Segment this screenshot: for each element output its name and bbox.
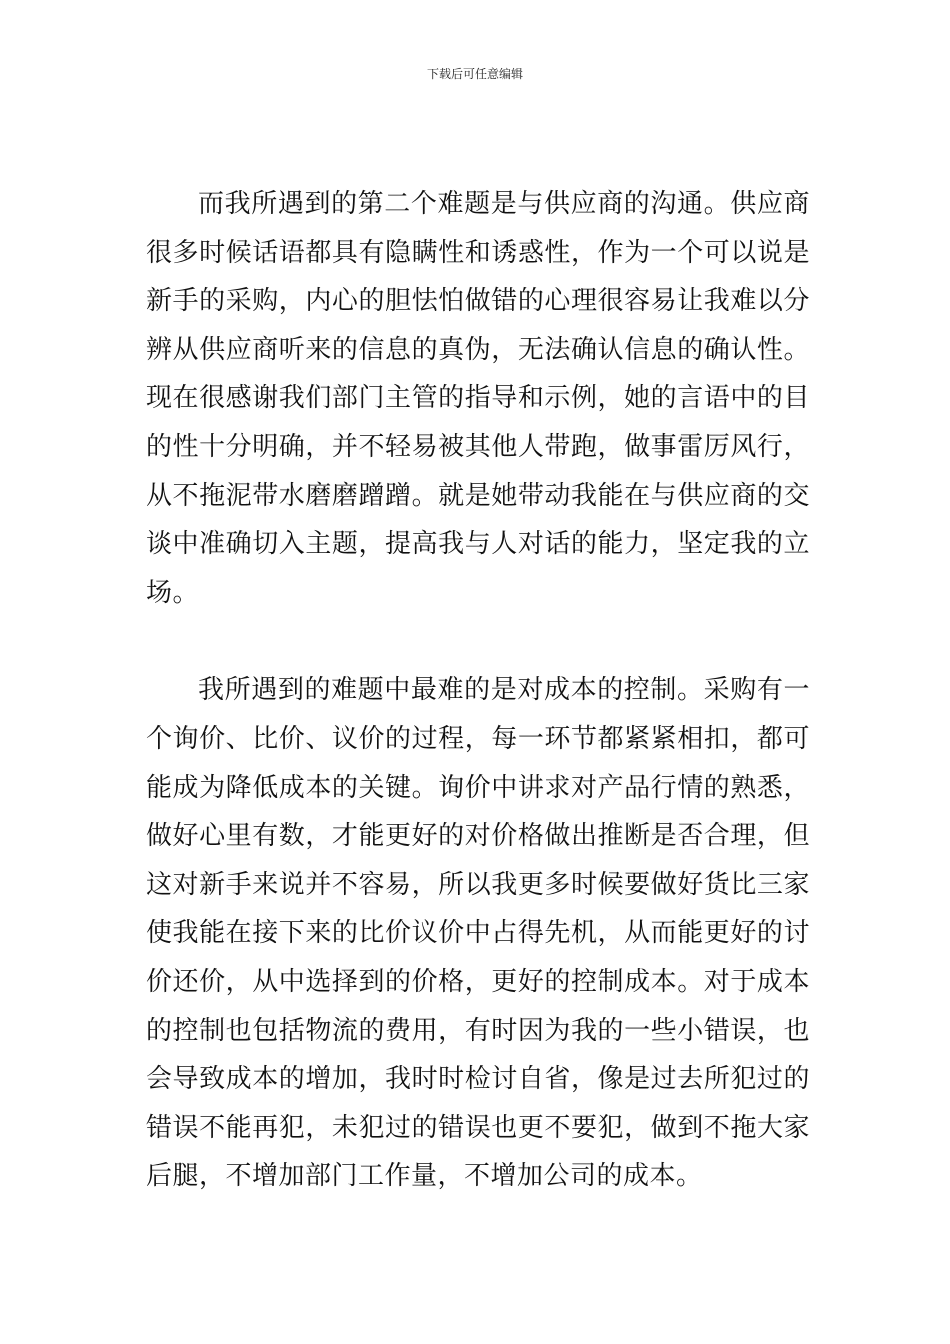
paragraph-cost-control: 我所遇到的难题中最难的是对成本的控制。采购有一个询价、比价、议价的过程，每一环节都紧紧相扣，都可能成为降低成本的关键。询价中讲求对产品行情的熟悉，做好心里有数，才能更好的对价格做出推断是否合理，但这对新手来说并不容易，所以我更多时候要做好货比三家使我能在接下来的比价议价中占得先机，从而能更好的讨价还价，从中选择到的价格，更好的控制成本。对于成本的控制也包括物流的费用，有时因为我的一些小错误，也会导致成本的增加，我时时检讨自省，像是过去所犯过的错误不能再犯，未犯过的错误也更不要犯，做到不拖大家后腿，不增加部门工作量，不增加公司的成本。 [146,675,810,1192]
paragraph-supplier-communication: 而我所遇到的第二个难题是与供应商的沟通。供应商很多时候话语都具有隐瞒性和诱惑性，作为一个可以说是新手的采购，内心的胆怯怕做错的心理很容易让我难以分辨从供应商听来的信息的真伪，无法确认信息的确认性。现在很感谢我们部门主管的指导和示例，她的言语中的目的性十分明确，并不轻易被其他人带跑，做事雷厉风行，从不拖泥带水磨磨蹭蹭。就是她带动我能在与供应商的交谈中准确切入主题，提高我与人对话的能力，坚定我的立场。 [146,189,810,608]
document-body [146,180,810,1201]
page-header-note: 下载后可任意编辑 [426,67,523,81]
